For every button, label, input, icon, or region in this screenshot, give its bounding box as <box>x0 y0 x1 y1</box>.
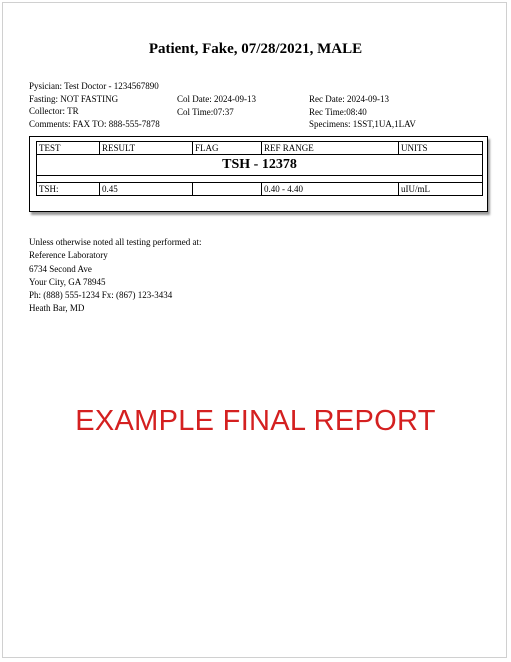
collector-line: Collector: TR <box>29 106 79 116</box>
lab-phone: Ph: (888) 555-1234 Fx: (867) 123-3434 <box>29 290 173 301</box>
row-ref-range: 0.40 - 4.40 <box>262 183 399 196</box>
column-header-test: TEST <box>37 142 100 155</box>
lab-name: Reference Laboratory <box>29 250 108 261</box>
row-result: 0.45 <box>100 183 193 196</box>
example-report-watermark: EXAMPLE FINAL REPORT <box>75 405 436 437</box>
results-header-row <box>37 142 483 155</box>
results-box <box>29 136 488 212</box>
spacer-cell <box>37 176 483 183</box>
page-title: Patient, Fake, 07/28/2021, MALE <box>148 41 363 57</box>
comments-line: Comments: FAX TO: 888-555-7878 <box>29 118 160 129</box>
lab-note: Unless otherwise noted all testing performed at: <box>29 237 202 247</box>
panel-name: TSH - 12378 <box>37 155 483 176</box>
lab-info-block <box>29 236 201 316</box>
column-header-result: RESULT <box>100 142 193 155</box>
lab-city: Your City, GA 78945 <box>29 276 106 287</box>
info-column-middle <box>177 93 256 118</box>
physician-line: Pysician: Test Doctor - 1234567890 <box>29 81 159 91</box>
row-flag <box>193 183 262 196</box>
info-column-right <box>309 93 416 131</box>
info-column-left <box>29 80 160 130</box>
specimens-line: Specimens: 1SST,1UA,1LAV <box>309 119 416 129</box>
table-row <box>37 183 483 196</box>
column-header-ref-range: REF RANGE <box>262 142 399 155</box>
column-header-units: UNITS <box>399 142 483 155</box>
panel-name-row <box>37 155 483 176</box>
results-table <box>36 141 483 196</box>
spacer-row <box>37 176 483 183</box>
col-date-line: Col Date: 2024-09-13 <box>177 94 256 104</box>
row-units: uIU/mL <box>399 183 483 196</box>
row-test: TSH: <box>37 183 100 196</box>
col-time-line: Col Time:07:37 <box>177 106 234 117</box>
lab-street: 6734 Second Ave <box>29 263 92 274</box>
fasting-line: Fasting: NOT FASTING <box>29 93 119 104</box>
column-header-flag: FLAG <box>193 142 262 155</box>
rec-time-line: Rec Time:08:40 <box>309 106 367 117</box>
rec-date-line: Rec Date: 2024-09-13 <box>309 94 389 104</box>
lab-director: Heath Bar, MD <box>29 303 85 314</box>
